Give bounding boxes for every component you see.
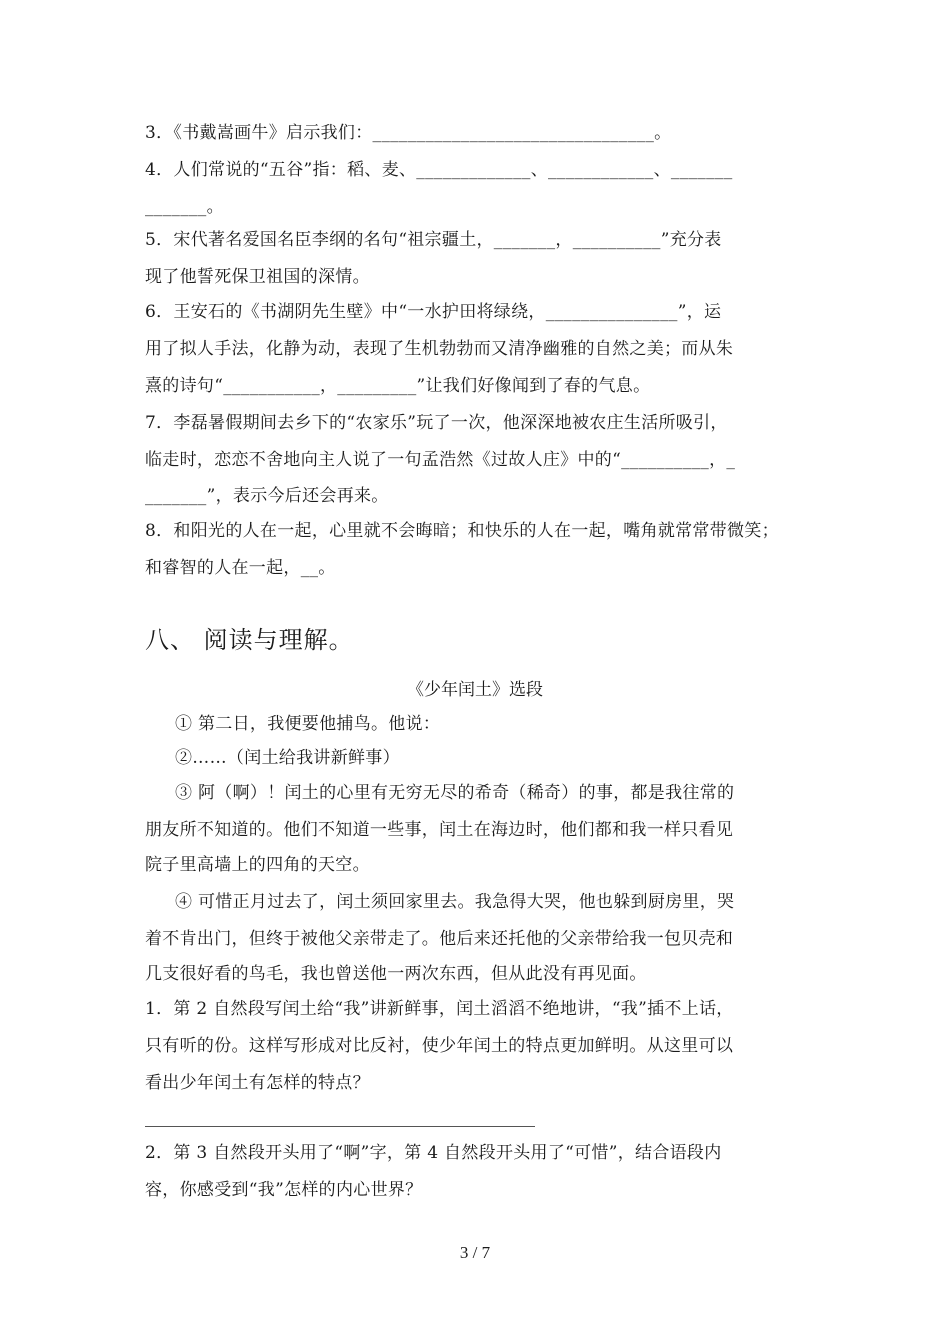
question-6-cont-1: 用了拟人手法，化静为动，表现了生机勃勃而又清净幽雅的自然之美；而从朱	[145, 339, 734, 359]
passage-paragraph-1: ① 第二日，我便要他捕鸟。他说：	[175, 714, 441, 734]
question-6: 6．王安石的《书湖阴先生壁》中“一水护田将绿绕，_______________”，运	[145, 302, 722, 322]
question-7-cont-1: 临走时，恋恋不舍地向主人说了一句孟浩然《过故人庄》中的“__________，_	[145, 450, 736, 470]
passage-title: 《少年闰土》选段	[407, 680, 543, 700]
question-3: 3．《书戴嵩画牛》启示我们：________________________________。	[145, 123, 672, 143]
passage-paragraph-3-cont-1: 朋友所不知道的。他们不知道一些事，闰土在海边时，他们都和我一样只看见	[145, 820, 734, 840]
passage-paragraph-3: ③ 阿（啊）！闰土的心里有无穷无尽的希奇（稀奇）的事，都是我往常的	[175, 783, 735, 803]
reading-question-2-cont: 容，你感受到“我”怎样的内心世界？	[145, 1180, 423, 1200]
reading-question-1-cont-1: 只有听的份。这样写形成对比反衬，使少年闰土的特点更加鲜明。从这里可以	[145, 1036, 734, 1056]
question-8-cont: 和睿智的人在一起，__。	[145, 558, 336, 578]
section-heading: 八、 阅读与理解。	[145, 626, 354, 654]
passage-paragraph-3-cont-2: 院子里高墙上的四角的天空。	[145, 855, 370, 875]
question-5: 5．宋代著名爱国名臣李纲的名句“祖宗疆土，_______，__________”充分表	[145, 230, 722, 250]
reading-question-1-cont-2: 看出少年闰土有怎样的特点？	[145, 1073, 370, 1093]
page-number: 3 / 7	[459, 1243, 491, 1262]
question-6-cont-2: 熹的诗句“___________，_________”让我们好像闻到了春的气息。	[145, 376, 651, 396]
passage-paragraph-4-cont-2: 几支很好看的鸟毛，我也曾送他一两次东西，但从此没有再见面。	[145, 964, 647, 984]
question-4: 4．人们常说的“五谷”指：稻、麦、_____________、____________、_______	[145, 160, 733, 180]
reading-question-2: 2．第 3 自然段开头用了“啊”字，第 4 自然段开头用了“可惜”，结合语段内	[145, 1143, 722, 1163]
answer-line	[145, 1126, 535, 1127]
passage-paragraph-2: ②……（闰土给我讲新鲜事）	[175, 748, 400, 768]
question-8: 8．和阳光的人在一起，心里就不会晦暗；和快乐的人在一起，嘴角就常常带微笑；	[145, 521, 779, 541]
reading-question-1: 1．第 2 自然段写闰土给“我”讲新鲜事，闰土滔滔不绝地讲，“我”插不上话，	[145, 999, 734, 1019]
passage-paragraph-4-cont-1: 着不肯出门，但终于被他父亲带走了。他后来还托他的父亲带给我一包贝壳和	[145, 929, 734, 949]
question-7: 7．李磊暑假期间去乡下的“农家乐”玩了一次，他深深地被农庄生活所吸引，	[145, 413, 728, 433]
question-7-cont-2: _______”，表示今后还会再来。	[145, 486, 389, 506]
question-5-cont: 现了他誓死保卫祖国的深情。	[145, 267, 370, 287]
passage-paragraph-4: ④ 可惜正月过去了，闰土须回家里去。我急得大哭，他也躲到厨房里，哭	[175, 892, 735, 912]
question-4-cont: _______。	[145, 197, 224, 217]
